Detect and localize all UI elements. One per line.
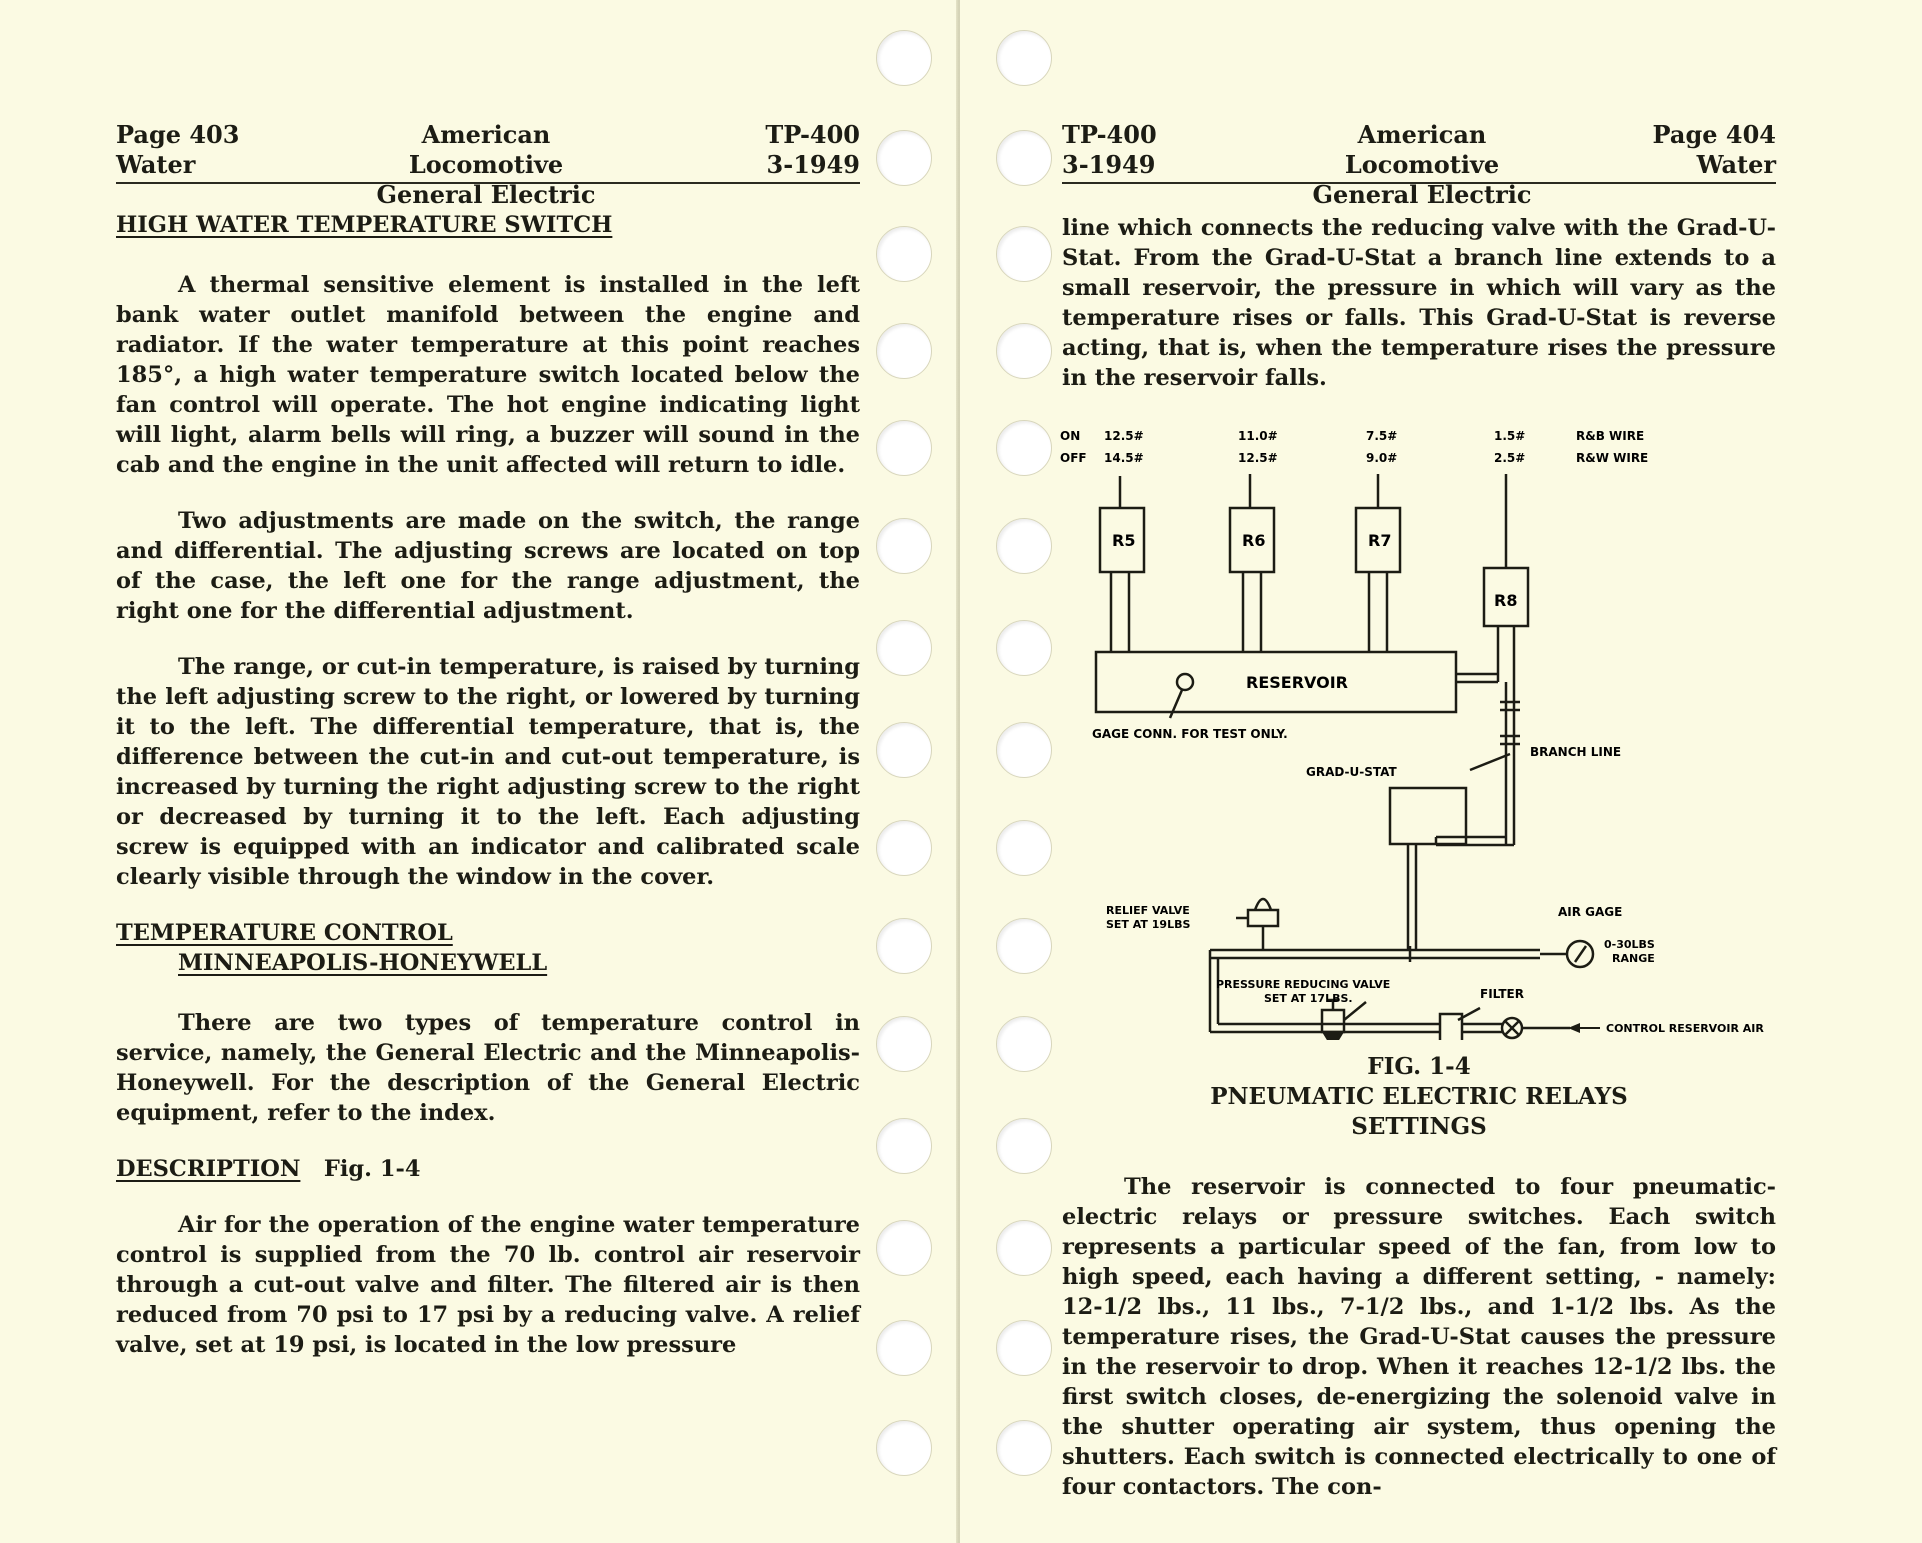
- r5-label: R5: [1112, 531, 1136, 550]
- r8-label: R8: [1494, 591, 1518, 610]
- gradustat-label: GRAD-U-STAT: [1306, 765, 1397, 779]
- paragraph: Two adjustments are made on the switch, the range and differential. The adjusting screws are located on top of the case, the left one for the range adjustment, the right one for the differential adjustment.: [116, 508, 860, 624]
- binder-hole: [996, 518, 1052, 574]
- air-gage-label: AIR GAGE: [1558, 905, 1623, 919]
- off-label: OFF: [1060, 451, 1087, 465]
- binder-hole: [876, 1016, 932, 1072]
- binder-hole: [876, 323, 932, 379]
- reducing-valve-setting: SET AT 17LBS.: [1264, 992, 1353, 1005]
- left-page: [0, 0, 960, 1543]
- figure-number: FIG. 1-4: [1367, 1053, 1471, 1080]
- gage-range-unit: RANGE: [1612, 952, 1655, 965]
- binder-hole: [996, 420, 1052, 476]
- r6-label: R6: [1242, 531, 1266, 550]
- paragraph: Air for the operation of the engine water temperature control is supplied from the 70 lb. control air reservoir through a cut-out valve and filter. The filtered air is then reduced from 70 psi to 17 psi by a reducing valve. A relief valve, set at 19 psi, is located in the low pressure: [116, 1212, 860, 1358]
- heading-text: MINNEAPOLIS-HONEYWELL: [178, 950, 548, 976]
- control-air-label: CONTROL RESERVOIR AIR: [1606, 1022, 1764, 1035]
- filter-label: FILTER: [1480, 987, 1524, 1001]
- figure-caption: [1062, 1052, 1776, 1142]
- doc-date: 3-1949: [1062, 150, 1156, 179]
- r8-off-value: 2.5#: [1494, 451, 1526, 465]
- binder-hole: [876, 226, 932, 282]
- binder-hole: [876, 722, 932, 778]
- binder-hole: [996, 226, 1052, 282]
- binder-hole: [876, 918, 932, 974]
- paragraph: The reservoir is connected to four pneumatic-electric relays or pressure switches. Each switch represents a particular speed of the fan, from low to high speed, each having a different setting, - namely: 12-1/2 lbs., 11 lbs., 7-1/2 lbs., and 1-1/2 lbs. As the temperature rises, the Grad-U-Stat causes the pressure in the reservoir to drop. When it reaches 12-1/2 lbs. the first switch closes, de-energizing the solenoid valve in the shutter operating air system, thus opening the shutters. Each switch is connected electrically to one of four contactors. The con-: [1062, 1174, 1776, 1500]
- doc-id: [765, 120, 860, 180]
- binder-hole: [876, 1220, 932, 1276]
- right-page-body: [1062, 1172, 1776, 1528]
- paragraph: A thermal sensitive element is installed in the left bank water outlet manifold between the engine and radiator. If the water temperature at this point reaches 185°, a high water temperature switch located below the fan control will operate. The hot engine indicating light will light, alarm bells will ring, a buzzer will sound in the cab and the engine in the unit affected will return to idle.: [116, 272, 860, 478]
- binder-hole: [996, 1016, 1052, 1072]
- heading-text: TEMPERATURE CONTROL: [116, 920, 453, 946]
- binder-hole: [996, 323, 1052, 379]
- r6-on-value: 11.0#: [1238, 429, 1278, 443]
- heading-text: DESCRIPTION: [116, 1156, 301, 1182]
- relief-valve-setting: SET AT 19LBS: [1106, 918, 1191, 931]
- gage-conn-label: GAGE CONN. FOR TEST ONLY.: [1092, 727, 1288, 741]
- paragraph: line which connects the reducing valve with the Grad-U-Stat. From the Grad-U-Stat a branch line extends to a small reservoir, the pressure in which will vary as the temperature rises or falls. This Grad-U-Stat is reverse acting, that is, when the temperature rises the pressure in the reservoir falls.: [1062, 215, 1776, 391]
- binder-hole: [996, 620, 1052, 676]
- page-number-label: Page 404: [1652, 120, 1776, 149]
- rb-wire-label: R&B WIRE: [1576, 429, 1645, 443]
- paragraph: There are two types of temperature control in service, namely, the General Electric and the Minneapolis-Honeywell. For the description of the General Electric equipment, refer to the index.: [116, 1010, 860, 1126]
- company-line-2: General Electric: [1312, 180, 1532, 209]
- right-page: [960, 0, 1922, 1543]
- heading-text: HIGH WATER TEMPERATURE SWITCH: [116, 212, 613, 238]
- branch-line-label: BRANCH LINE: [1530, 745, 1622, 759]
- binder-hole: [876, 130, 932, 186]
- gradustat-box: [1390, 788, 1466, 844]
- binder-hole: [876, 1118, 932, 1174]
- binder-hole: [876, 1420, 932, 1476]
- left-binder-holes: [876, 0, 936, 1543]
- rw-wire-label: R&W WIRE: [1576, 451, 1649, 465]
- relief-valve: [1248, 910, 1278, 926]
- filter-box: [1440, 1014, 1462, 1040]
- binder-hole: [996, 1420, 1052, 1476]
- gage-range-label: 0-30LBS: [1604, 938, 1655, 951]
- on-label: ON: [1060, 429, 1081, 443]
- r7-on-value: 7.5#: [1366, 429, 1398, 443]
- r6-off-value: 12.5#: [1238, 451, 1278, 465]
- binder-hole: [996, 1320, 1052, 1376]
- doc-date: 3-1949: [766, 150, 860, 179]
- figure-title: PNEUMATIC ELECTRIC RELAYS: [1210, 1083, 1628, 1110]
- binder-hole: [876, 620, 932, 676]
- section-heading-description: [116, 1154, 860, 1184]
- company-name: [346, 120, 626, 210]
- binder-hole: [996, 918, 1052, 974]
- page-number: [116, 120, 239, 180]
- left-page-body: [116, 210, 860, 1386]
- binder-hole: [996, 820, 1052, 876]
- r5-off-value: 14.5#: [1104, 451, 1144, 465]
- figure-reference: Fig. 1-4: [323, 1156, 421, 1182]
- binder-hole: [876, 518, 932, 574]
- binder-hole: [876, 820, 932, 876]
- company-line-1: American Locomotive: [408, 120, 564, 179]
- right-binder-holes: [996, 0, 1056, 1543]
- binder-hole: [996, 1220, 1052, 1276]
- binder-hole: [876, 420, 932, 476]
- company-name: [1282, 120, 1562, 210]
- binder-hole: [876, 1320, 932, 1376]
- r8-on-value: 1.5#: [1494, 429, 1526, 443]
- binder-hole: [996, 130, 1052, 186]
- relief-valve-label: RELIEF VALVE: [1106, 904, 1190, 917]
- gage-connection: [1177, 674, 1193, 690]
- binder-hole: [996, 1118, 1052, 1174]
- section-heading-temperature-control: [116, 918, 860, 978]
- right-page-intro: [1062, 213, 1776, 419]
- r7-off-value: 9.0#: [1366, 451, 1398, 465]
- r5-on-value: 12.5#: [1104, 429, 1144, 443]
- reservoir-label: RESERVOIR: [1246, 673, 1348, 692]
- doc-id: [1062, 120, 1157, 180]
- doc-number: TP-400: [765, 120, 860, 149]
- page-number-label: Page 403: [116, 120, 240, 149]
- paragraph: The range, or cut-in temperature, is raised by turning the left adjusting screw to the right, or lowered by turning it to the left. The differential temperature, that is, the difference between the cut-in and cut-out temperature, is increased by turning the right adjusting screw to the right or decreased by turning it to the left. Each adjusting screw is equipped with an indicator and calibrated scale clearly visible through the window in the cover.: [116, 654, 860, 890]
- company-line-2: General Electric: [376, 180, 596, 209]
- company-line-1: American Locomotive: [1344, 120, 1500, 179]
- section-label: Water: [1696, 150, 1776, 179]
- right-page-header: [1062, 120, 1776, 209]
- reducing-valve: [1322, 1010, 1344, 1032]
- section-label: Water: [116, 150, 196, 179]
- figure-subtitle: SETTINGS: [1351, 1113, 1487, 1140]
- binder-hole: [876, 30, 932, 86]
- page-number: [1653, 120, 1776, 180]
- binder-hole: [996, 30, 1052, 86]
- left-page-header: [116, 120, 860, 209]
- pneumatic-relay-diagram: [1060, 420, 1780, 1040]
- doc-number: TP-400: [1062, 120, 1157, 149]
- reducing-valve-label: PRESSURE REDUCING VALVE: [1216, 978, 1391, 991]
- binder-hole: [996, 722, 1052, 778]
- r7-label: R7: [1368, 531, 1392, 550]
- section-heading-high-water-switch: [116, 210, 860, 240]
